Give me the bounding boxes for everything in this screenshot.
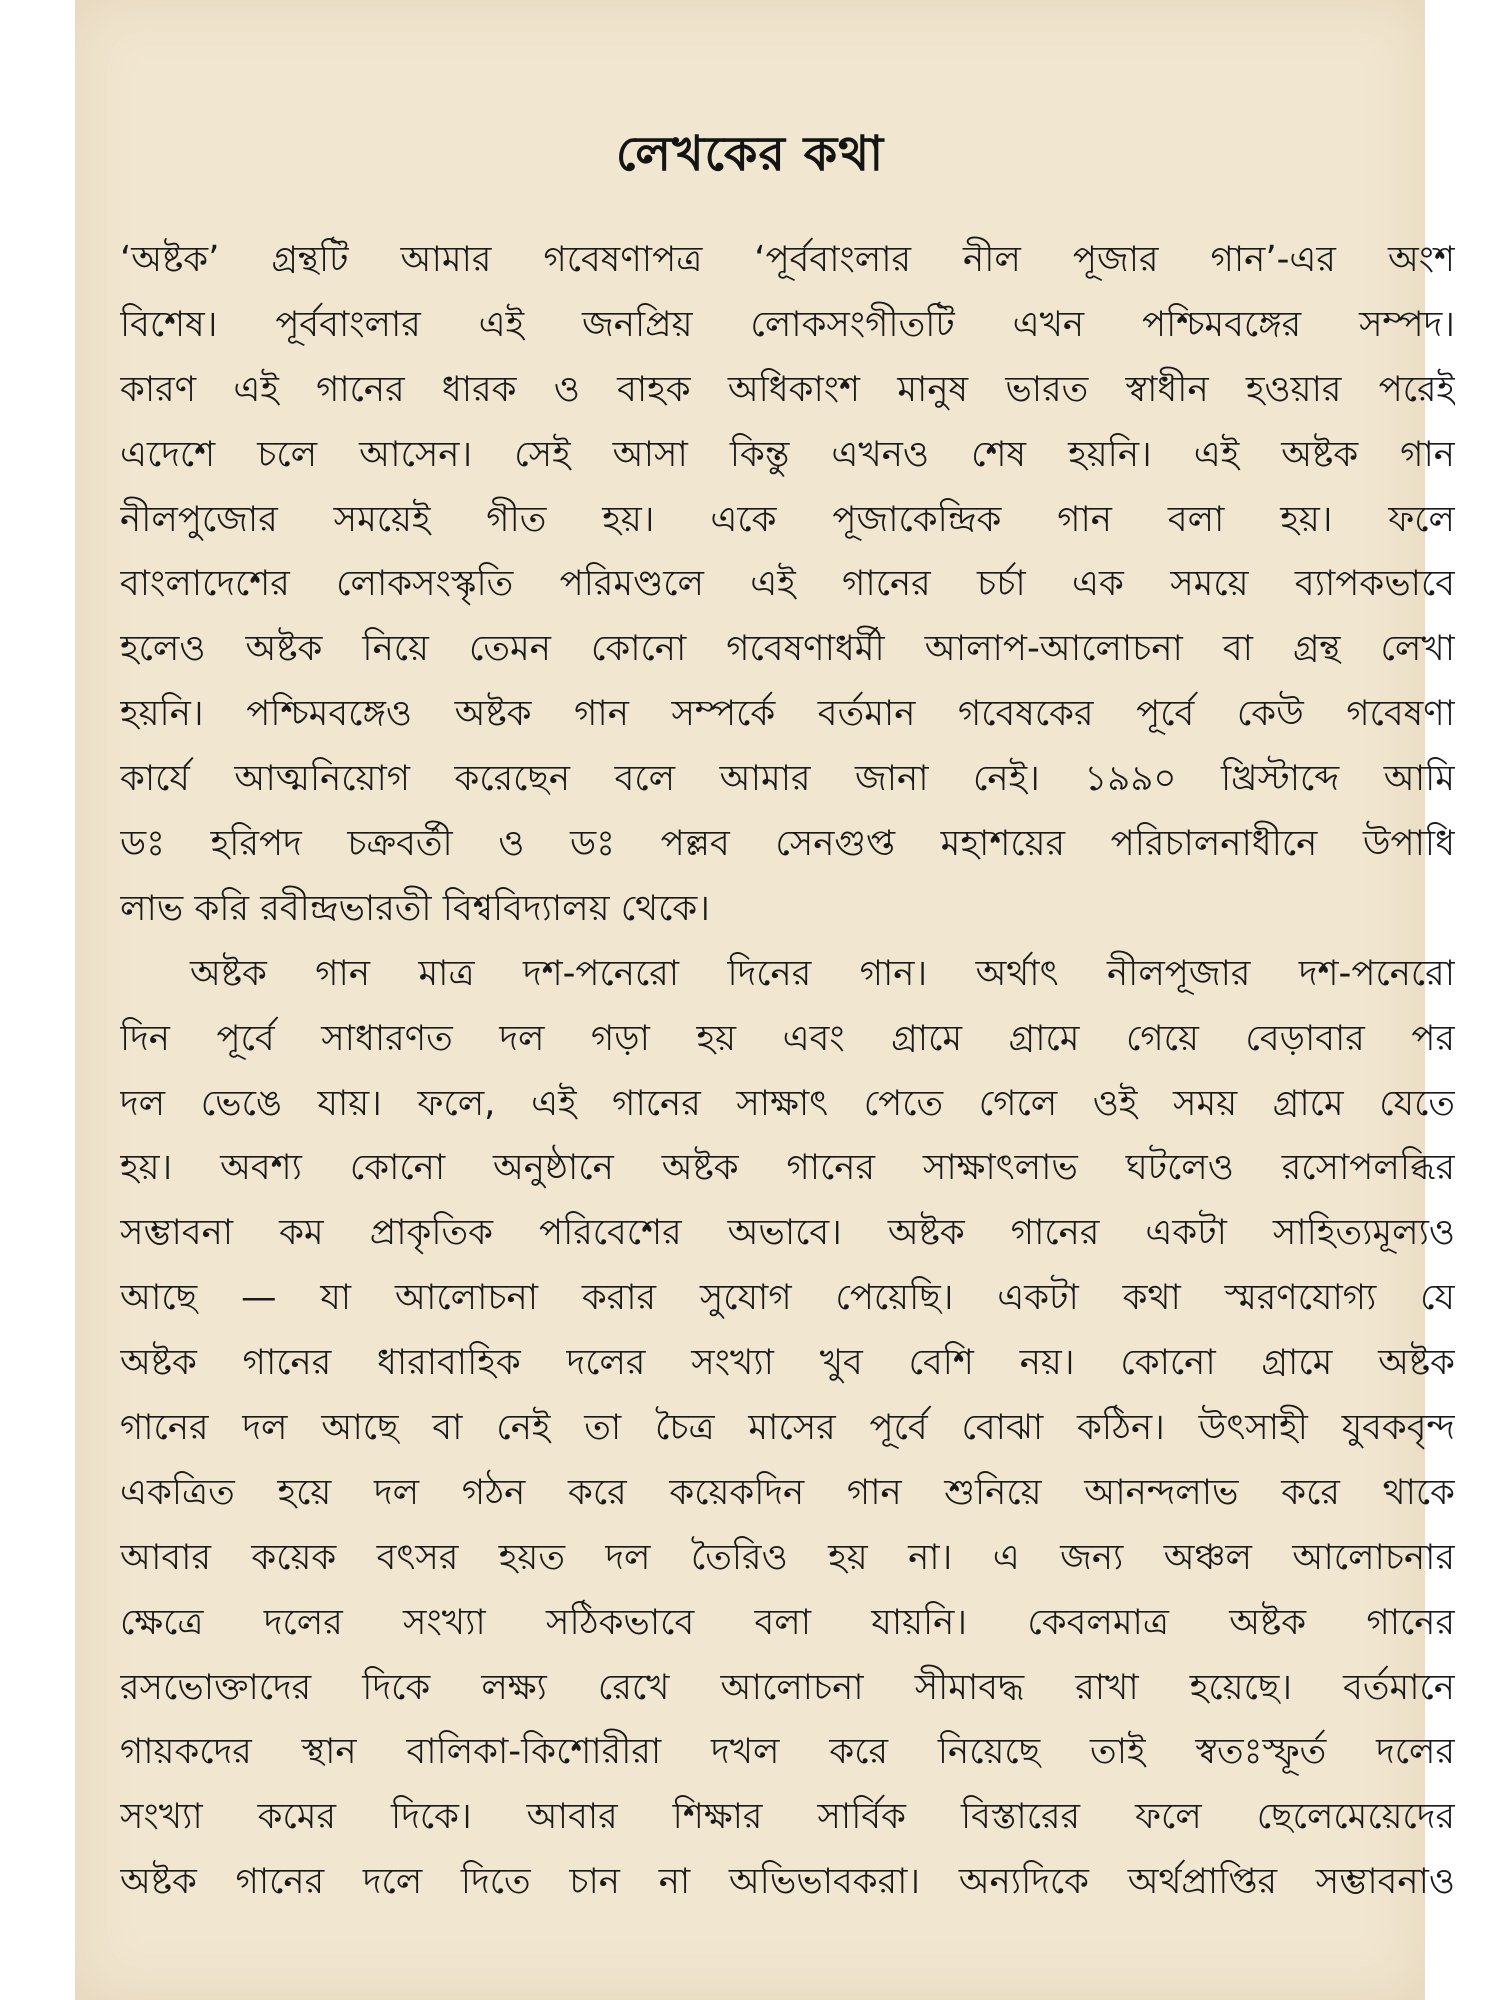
text-line: বাংলাদেশের লোকসংস্কৃতি পরিমণ্ডলে এই গানের চর্চা এক সময়ে ব্যাপকভাবে [120, 563, 1455, 605]
text-line: হলেও অষ্টক নিয়ে তেমন কোনো গবেষণাধর্মী আলাপ-আলোচনা বা গ্রন্থ লেখা [120, 628, 1455, 670]
text-line: কার্যে আত্মনিয়োগ করেছেন বলে আমার জানা নেই। ১৯৯০ খ্রিস্টাব্দে আমি [120, 758, 1455, 800]
text-line: আবার কয়েক বৎসর হয়ত দল তৈরিও হয় না। এ জন্য অঞ্চল আলোচনার [120, 1536, 1455, 1578]
text-line: ‘অষ্টক’ গ্রন্থটি আমার গবেষণাপত্র ‘পূর্ববাংলার নীল পূজার গান’-এর অংশ [120, 239, 1455, 280]
text-line: এদেশে চলে আসেন। সেই আসা কিন্তু এখনও শেষ হয়নি। এই অষ্টক গান [120, 433, 1455, 475]
text-line: একত্রিত হয়ে দল গঠন করে কয়েকদিন গান শুনিয়ে আনন্দলাভ করে থাকে [120, 1471, 1455, 1513]
text-line: হয়নি। পশ্চিমবঙ্গেও অষ্টক গান সম্পর্কে বর্তমান গবেষকের পূর্বে কেউ গবেষণা [120, 693, 1455, 735]
text-line: অষ্টক গানের দলে দিতে চান না অভিভাবকরা। অন্যদিকে অর্থপ্রাপ্তির সম্ভাবনাও [120, 1861, 1455, 1903]
text-line: নীলপুজোর সময়েই গীত হয়। একে পূজাকেন্দ্রিক গান বলা হয়। ফলে [120, 498, 1455, 540]
text-line: রসভোক্তাদের দিকে লক্ষ্য রেখে আলোচনা সীমাবদ্ধ রাখা হয়েছে। বর্তমানে [120, 1666, 1455, 1708]
page-title: লেখকের কথা [615, 126, 885, 182]
text-line: দল ভেঙে যায়। ফলে, এই গানের সাক্ষাৎ পেতে গেলে ওই সময় গ্রামে যেতে [120, 1082, 1455, 1124]
paragraph [120, 942, 1455, 1915]
text-line: দিন পূর্বে সাধারণত দল গড়া হয় এবং গ্রামে গ্রামে গেয়ে বেড়াবার পর [120, 1017, 1455, 1059]
text-line: বিশেষ। পূর্ববাংলার এই জনপ্রিয় লোকসংগীতটি এখন পশ্চিমবঙ্গের সম্পদ। [120, 303, 1455, 345]
text-line: হয়। অবশ্য কোনো অনুষ্ঠানে অষ্টক গানের সাক্ষাৎলাভ ঘটলেও রসোপলব্ধির [120, 1147, 1455, 1189]
text-line: লাভ করি রবীন্দ্রভারতী বিশ্ববিদ্যালয় থেকে। [120, 887, 710, 929]
text-line: অষ্টক গানের ধারাবাহিক দলের সংখ্যা খুব বেশি নয়। কোনো গ্রামে অষ্টক [120, 1342, 1455, 1384]
paragraph [120, 228, 1455, 942]
text-line: আছে — যা আলোচনা করার সুযোগ পেয়েছি। একটা কথা স্মরণযোগ্য যে [120, 1277, 1455, 1319]
book-page [75, 0, 1455, 2000]
text-line: অষ্টক গান মাত্র দশ-পনেরো দিনের গান। অর্থাৎ নীলপূজার দশ-পনেরো [190, 952, 1455, 994]
page-body [120, 228, 1455, 1915]
text-line: কারণ এই গানের ধারক ও বাহক অধিকাংশ মানুষ ভারত স্বাধীন হওয়ার পরেই [120, 368, 1455, 410]
text-line: ডঃ হরিপদ চক্রবর্তী ও ডঃ পল্লব সেনগুপ্ত মহাশয়ের পরিচালনাধীনে উপাধি [120, 823, 1455, 865]
text-line: গানের দল আছে বা নেই তা চৈত্র মাসের পূর্বে বোঝা কঠিন। উৎসাহী যুবকবৃন্দ [120, 1407, 1455, 1449]
text-line: গায়কদের স্থান বালিকা-কিশোরীরা দখল করে নিয়েছে তাই স্বতঃস্ফূর্ত দলের [120, 1731, 1455, 1773]
text-line: সংখ্যা কমের দিকে। আবার শিক্ষার সার্বিক বিস্তারের ফলে ছেলেমেয়েদের [120, 1796, 1455, 1838]
text-line: ক্ষেত্রে দলের সংখ্যা সঠিকভাবে বলা যায়নি। কেবলমাত্র অষ্টক গানের [120, 1601, 1455, 1643]
text-line: সম্ভাবনা কম প্রাকৃতিক পরিবেশের অভাবে। অষ্টক গানের একটা সাহিত্যমূল্যও [120, 1212, 1455, 1254]
